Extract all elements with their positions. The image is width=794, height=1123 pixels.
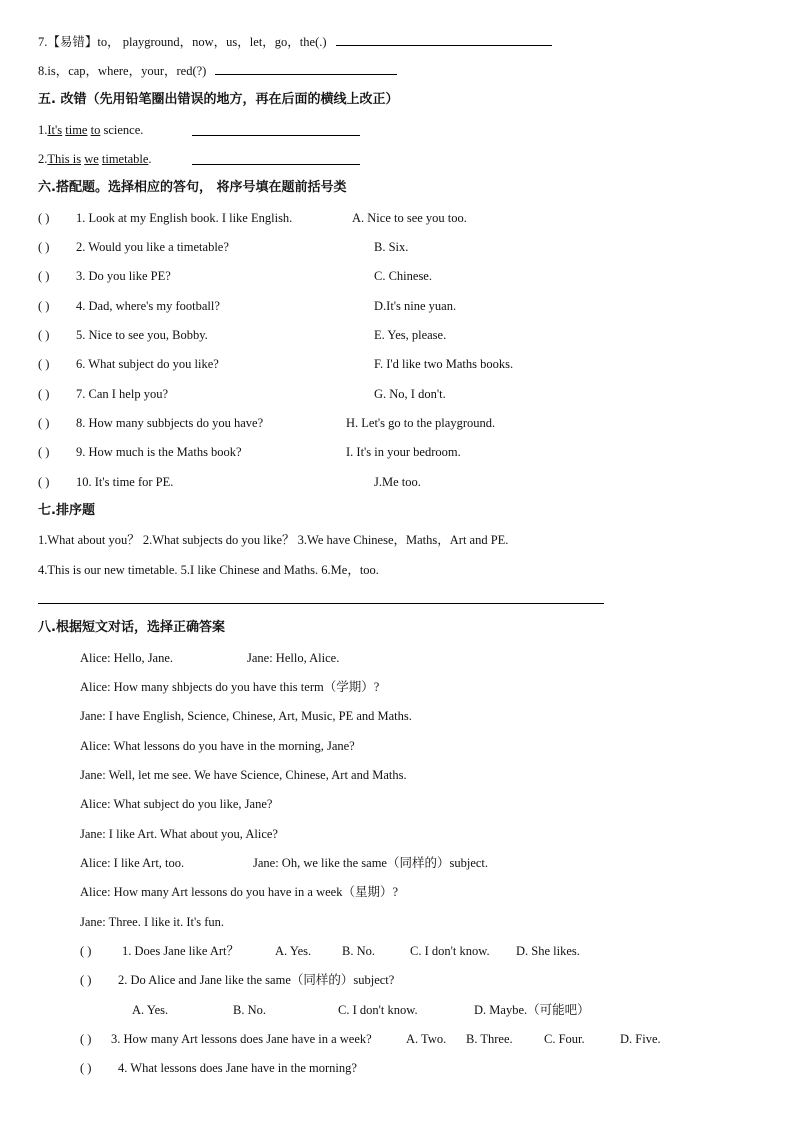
answer-paren[interactable]: ( ): [38, 387, 50, 401]
answer-paren[interactable]: ( ): [80, 973, 92, 987]
dialogue-line: Alice: I like Art, too.: [80, 856, 185, 870]
sentence-end: .: [148, 152, 152, 166]
matching-answer: D.It's nine yuan.: [374, 299, 457, 313]
option-a: A. Two.: [406, 1032, 447, 1046]
correction-item-1: [38, 122, 143, 138]
matching-question: 4. Dad, where's my football?: [76, 299, 220, 313]
option-b: B. No.: [342, 944, 375, 958]
matching-answer: H. Let's go to the playground.: [346, 416, 496, 430]
underlined-word: timetable: [101, 152, 149, 166]
option-d: D. Five.: [620, 1032, 661, 1046]
matching-answer: F. I'd like two Maths books.: [374, 357, 514, 371]
item-number: 1.: [38, 123, 48, 137]
item-number: 2.: [38, 152, 48, 166]
underlined-word: time: [65, 123, 88, 137]
answer-paren[interactable]: ( ): [38, 328, 50, 342]
option-c: C. I don't know.: [410, 944, 490, 958]
section-5-title: 五. 改错（先用铅笔圈出错误的地方，再在后面的横线上改正）: [38, 92, 399, 107]
question-stem: 2. Do Alice and Jane like the same（同样的）subject?: [118, 973, 395, 987]
answer-paren[interactable]: ( ): [38, 211, 50, 225]
underlined-word: It's: [47, 123, 63, 137]
option-a: A. Yes.: [275, 944, 312, 958]
option-c: C. Four.: [544, 1032, 585, 1046]
dialogue-line: Jane: I like Art. What about you, Alice?: [80, 827, 278, 841]
option-c: C. I don't know.: [338, 1003, 418, 1017]
matching-answer: I. It's in your bedroom.: [346, 445, 461, 459]
answer-paren[interactable]: ( ): [80, 1032, 92, 1046]
dialogue-line: Alice: Hello, Jane.: [80, 651, 174, 665]
answer-paren[interactable]: ( ): [38, 475, 50, 489]
matching-question: 9. How much is the Maths book?: [76, 445, 242, 459]
question-stem: 4. What lessons does Jane have in the morning?: [118, 1061, 357, 1075]
dialogue-line: Jane: Oh, we like the same（同样的）subject.: [253, 856, 489, 870]
sentence-end: science.: [100, 123, 144, 137]
answer-paren[interactable]: ( ): [38, 269, 50, 283]
question-stem: 1. Does Jane like Art？: [122, 944, 239, 958]
section-6-title: 六.搭配题。选择相应的答句， 将序号填在题前括号类: [38, 180, 347, 195]
dialogue-line: Alice: How many Art lessons do you have in a week（星期）?: [80, 885, 398, 899]
answer-line[interactable]: [38, 603, 604, 604]
ordering-line-1: 1.What about you？ 2.What subjects do you like？ 3.We have Chinese，Maths，Art and PE.: [38, 533, 509, 547]
matching-answer: G. No, I don't.: [374, 387, 446, 401]
answer-paren[interactable]: ( ): [80, 944, 92, 958]
underlined-word: to: [90, 123, 101, 137]
underlined-word: we: [84, 152, 99, 166]
matching-question: 6. What subject do you like?: [76, 357, 219, 371]
question-8: [38, 63, 397, 79]
answer-paren[interactable]: ( ): [38, 357, 50, 371]
option-d: D. She likes.: [516, 944, 580, 958]
matching-answer: E. Yes, please.: [374, 328, 447, 342]
dialogue-line: Alice: What lessons do you have in the morning, Jane?: [80, 739, 355, 753]
matching-question: 10. It's time for PE.: [76, 475, 174, 489]
option-a: A. Yes.: [132, 1003, 169, 1017]
dialogue-line: Jane: Well, let me see. We have Science, Chinese, Art and Maths.: [80, 768, 407, 782]
dialogue-line: Alice: What subject do you like, Jane?: [80, 797, 273, 811]
underlined-word: This is: [47, 152, 82, 166]
section-8-title: 八.根据短文对话，选择正确答案: [38, 620, 225, 635]
ordering-line-2: 4.This is our new timetable. 5.I like Chinese and Maths. 6.Me，too.: [38, 563, 379, 577]
answer-line[interactable]: [192, 153, 360, 165]
dialogue-line: Jane: Three. I like it. It's fun.: [80, 915, 224, 929]
answer-line[interactable]: [336, 34, 552, 46]
option-b: B. Three.: [466, 1032, 513, 1046]
matching-answer: C. Chinese.: [374, 269, 432, 283]
answer-paren[interactable]: ( ): [38, 416, 50, 430]
option-d: D. Maybe.（可能吧）: [474, 1003, 590, 1017]
question-stem: 3. How many Art lessons does Jane have in a week?: [111, 1032, 372, 1046]
answer-paren[interactable]: ( ): [80, 1061, 92, 1075]
matching-question: 3. Do you like PE?: [76, 269, 171, 283]
dialogue-line: Jane: I have English, Science, Chinese, Art, Music, PE and Maths.: [80, 709, 412, 723]
section-7-title: 七.排序题: [38, 503, 95, 518]
correction-item-2: [38, 151, 152, 167]
dialogue-line: Jane: Hello, Alice.: [247, 651, 340, 665]
option-b: B. No.: [233, 1003, 266, 1017]
matching-question: 7. Can I help you?: [76, 387, 168, 401]
matching-question: 5. Nice to see you, Bobby.: [76, 328, 208, 342]
answer-line[interactable]: [215, 63, 397, 75]
question-8-text: 8.is，cap，where，your，red(?): [38, 64, 207, 78]
answer-paren[interactable]: ( ): [38, 299, 50, 313]
matching-answer: A. Nice to see you too.: [352, 211, 467, 225]
matching-question: 2. Would you like a timetable?: [76, 240, 229, 254]
answer-paren[interactable]: ( ): [38, 445, 50, 459]
matching-answer: J.Me too.: [374, 475, 421, 489]
matching-answer: B. Six.: [374, 240, 409, 254]
dialogue-line: Alice: How many shbjects do you have this term（学期）?: [80, 680, 380, 694]
question-7-text: 7.【易错】to， playground，now，us，let，go，the(.): [38, 35, 327, 49]
answer-paren[interactable]: ( ): [38, 240, 50, 254]
question-7: [38, 34, 552, 50]
answer-line[interactable]: [192, 124, 360, 136]
matching-question: 1. Look at my English book. I like English.: [76, 211, 293, 225]
matching-question: 8. How many subbjects do you have?: [76, 416, 264, 430]
